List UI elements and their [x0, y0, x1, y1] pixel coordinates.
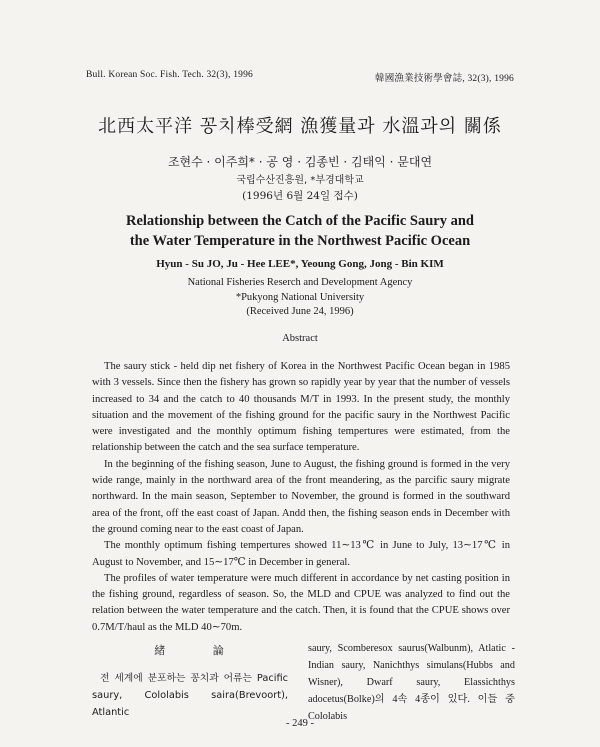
introduction-text-left: 전 세계에 분포하는 꽁치과 어류는 Pacific saury, Cololabis saira(Brevoort), Atlantic — [92, 673, 288, 718]
affiliation-english — [0, 276, 600, 320]
running-head-journal-ko: 韓國漁業技術學會誌, 32(3), 1996 — [375, 74, 514, 84]
affiliation-line: *Pukyong National University — [235, 291, 365, 303]
abstract-paragraph: The monthly optimum fishing tempertures showed 11∼13℃ in June to July, 13∼17℃ in August to November, and 15∼17℃ in December in general. — [92, 540, 510, 568]
running-head-journal-en: Bull. Korean Soc. Fish. Tech. 32(3), 1996 — [86, 70, 253, 80]
abstract-paragraph: In the beginning of the fishing season, June to August, the fishing ground is formed in the very wide range, mainly in the northward area of the front meandering, as the parcific saury migrate northward. In the main season, September to November, the ground is formed in the southward area of the front, off the east coast of Japan. Andd then, the fishing season ends in December with the ground coming near to the east coast of Japan. — [92, 458, 510, 535]
received-date-korean: (1996년 6월 24일 접수) — [242, 190, 358, 202]
affiliation-line: National Fisheries Reserch and Development Agency — [187, 277, 413, 288]
title-korean: 北西太平洋 꽁치棒受網 漁獲量과 水溫과의 關係 — [98, 116, 502, 137]
received-date-english: (Received June 24, 1996) — [246, 306, 354, 317]
abstract-paragraph: The profiles of water temperature were much different in accordance by net casting position in the fishing ground, regardless of season. So, the MLD and CPUE was analyzed to find out the relation between the water temperature and the catch. Then, it is found that the CPUE shows over 0.7M/T/haul as the MLD 40∼70m. — [92, 572, 510, 633]
affiliation-korean: 국립수산진흥원, *부경대학교 — [236, 175, 364, 186]
left-column — [92, 642, 288, 721]
abstract-paragraph: The saury stick - held dip net fishery of Korea in the Northwest Pacific Ocean began in 1985 with 3 vessels. Since then the fishery has grown so rapidly year by year that the number of vessels increased to 34 and the catch to 40 thousands M/T in 1993. In the present study, the monthly situation and the movement of the fishing ground for the pacific saury in the Northwest Pacific were investigated and the monthly optimum fishing tempertures were estimated, from the relationship between the catch and the sea surface temperature. — [92, 361, 510, 454]
abstract-body — [92, 359, 510, 636]
title-english-line: Relationship between the Catch of the Pacific Saury and — [126, 213, 474, 229]
abstract-heading: Abstract — [282, 333, 318, 344]
authors-english: Hyun - Su JO, Ju - Hee LEE*, Yeoung Gong, Jong - Bin KIM — [156, 258, 444, 270]
section-heading-introduction: 緒 論 — [154, 644, 246, 657]
introduction-text-right: saury, Scomberesox saurus(Walbunm), Atlatic - Indian saury, Nanichthys simulans(Hubbs and Wisner), Dwarf saury, Elassichthys adocetus(Bolke)의 4속 4종이 있다. 이들 중 Cololabis — [308, 643, 515, 722]
title-english — [0, 211, 600, 251]
authors-korean: 조현수 · 이주희* · 공 영 · 김종빈 · 김태익 · 문대연 — [167, 155, 433, 169]
page-number: - 249 - — [286, 718, 314, 729]
title-english-line: the Water Temperature in the Northwest Pacific Ocean — [129, 233, 471, 249]
